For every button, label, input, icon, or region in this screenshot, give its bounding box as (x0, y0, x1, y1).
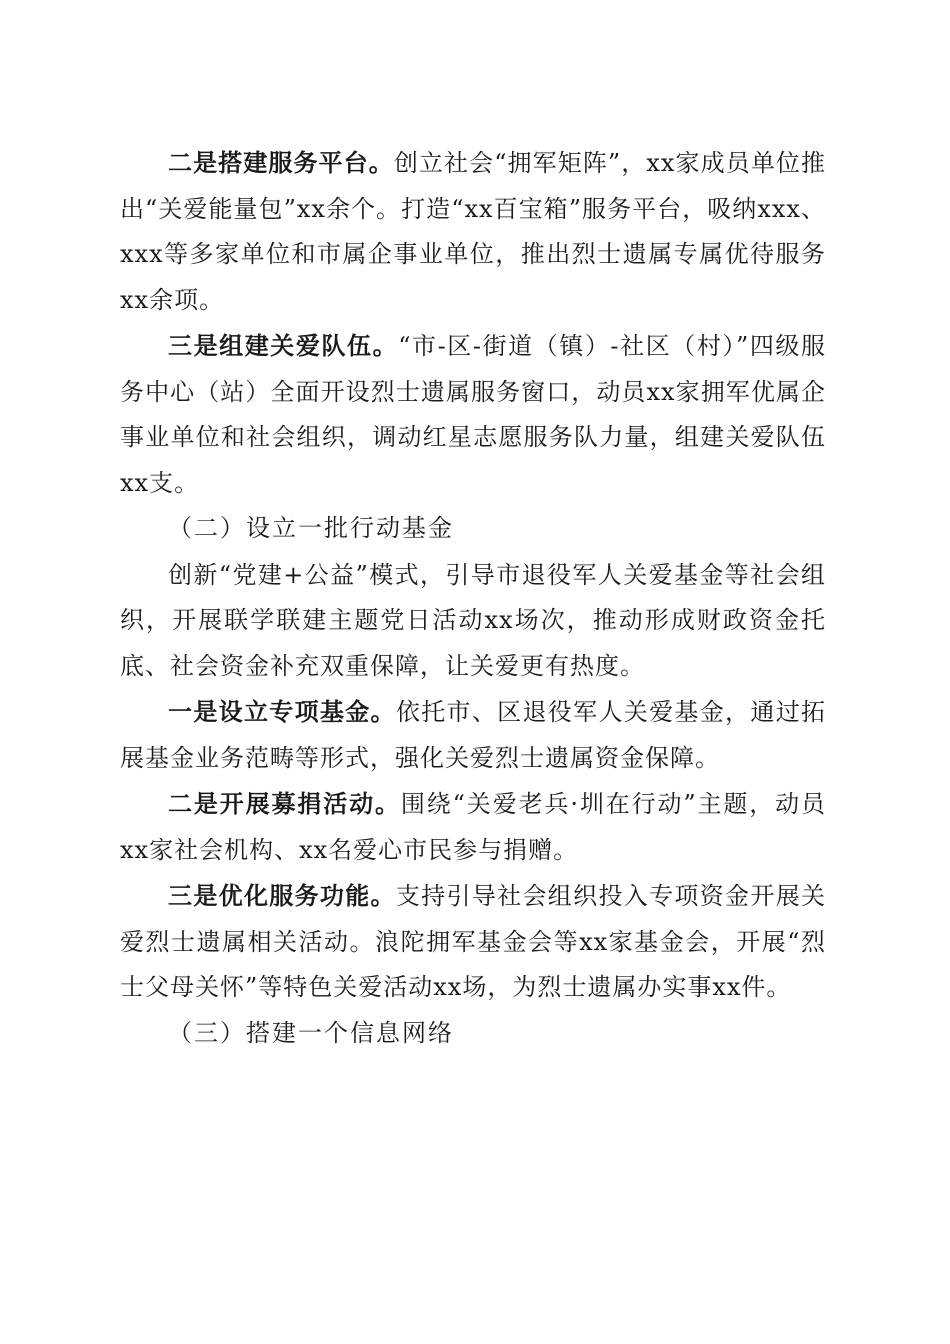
paragraph-text: 创新“党建+公益”模式，引导市退役军人关爱基金等社会组织，开展联学联建主题党日活动xx场次，推动形成财政资金托底、社会资金补充双重保障，让关爱更有热度。 (120, 560, 826, 680)
paragraph-text: 围绕“关爱老兵·圳在行动”主题，动员xx家社会机构、xx名爱心市民参与捐赠。 (120, 790, 826, 864)
paragraph-lead: 三是优化服务功能。 (168, 881, 396, 910)
paragraph-text: 创立社会“拥军矩阵”，xx家成员单位推出“关爱能量包”xx余个。打造“xx百宝箱”服务平台，吸纳xxx、xxx等多家单位和市属企事业单位，推出烈士遗属专属优待服务xx余项。 (120, 149, 826, 314)
paragraph-lead: 三是组建关爱队伍。 (168, 331, 399, 360)
paragraph-fundraising (120, 781, 826, 873)
paragraph-text: 依托市、区退役军人关爱基金，通过拓展基金业务范畴等形式，强化关爱烈士遗属资金保障。 (120, 698, 827, 772)
paragraph-text: 支持引导社会组织投入专项资金开展关爱烈士遗属相关活动。浪陀拥军基金会等xx家基金会，开展“烈士父母关怀”等特色关爱活动xx场，为烈士遗属办实事xx件。 (120, 882, 827, 1001)
document-body (120, 140, 826, 1056)
paragraph-build-service-platform (120, 140, 826, 323)
paragraph-special-fund (120, 689, 826, 781)
paragraph-party-public-welfare (120, 552, 826, 690)
section-heading-info-network: （三）搭建一个信息网络 (168, 1018, 454, 1047)
paragraph-text: “市-区-街道（镇）-社区（村）”四级服务中心（站）全面开设烈士遗属服务窗口，动员xx家拥军优属企事业单位和社会组织，调动红星志愿服务队力量，组建关爱队伍xx支。 (120, 332, 826, 497)
section-heading-action-fund: （二）设立一批行动基金 (168, 514, 454, 542)
paragraph-form-care-team (120, 323, 826, 506)
paragraph-lead: 二是开展募捐活动。 (168, 789, 401, 818)
paragraph-optimize-service (120, 873, 826, 1011)
paragraph-lead: 二是搭建服务平台。 (168, 148, 394, 177)
paragraph-lead: 一是设立专项基金。 (168, 697, 396, 726)
